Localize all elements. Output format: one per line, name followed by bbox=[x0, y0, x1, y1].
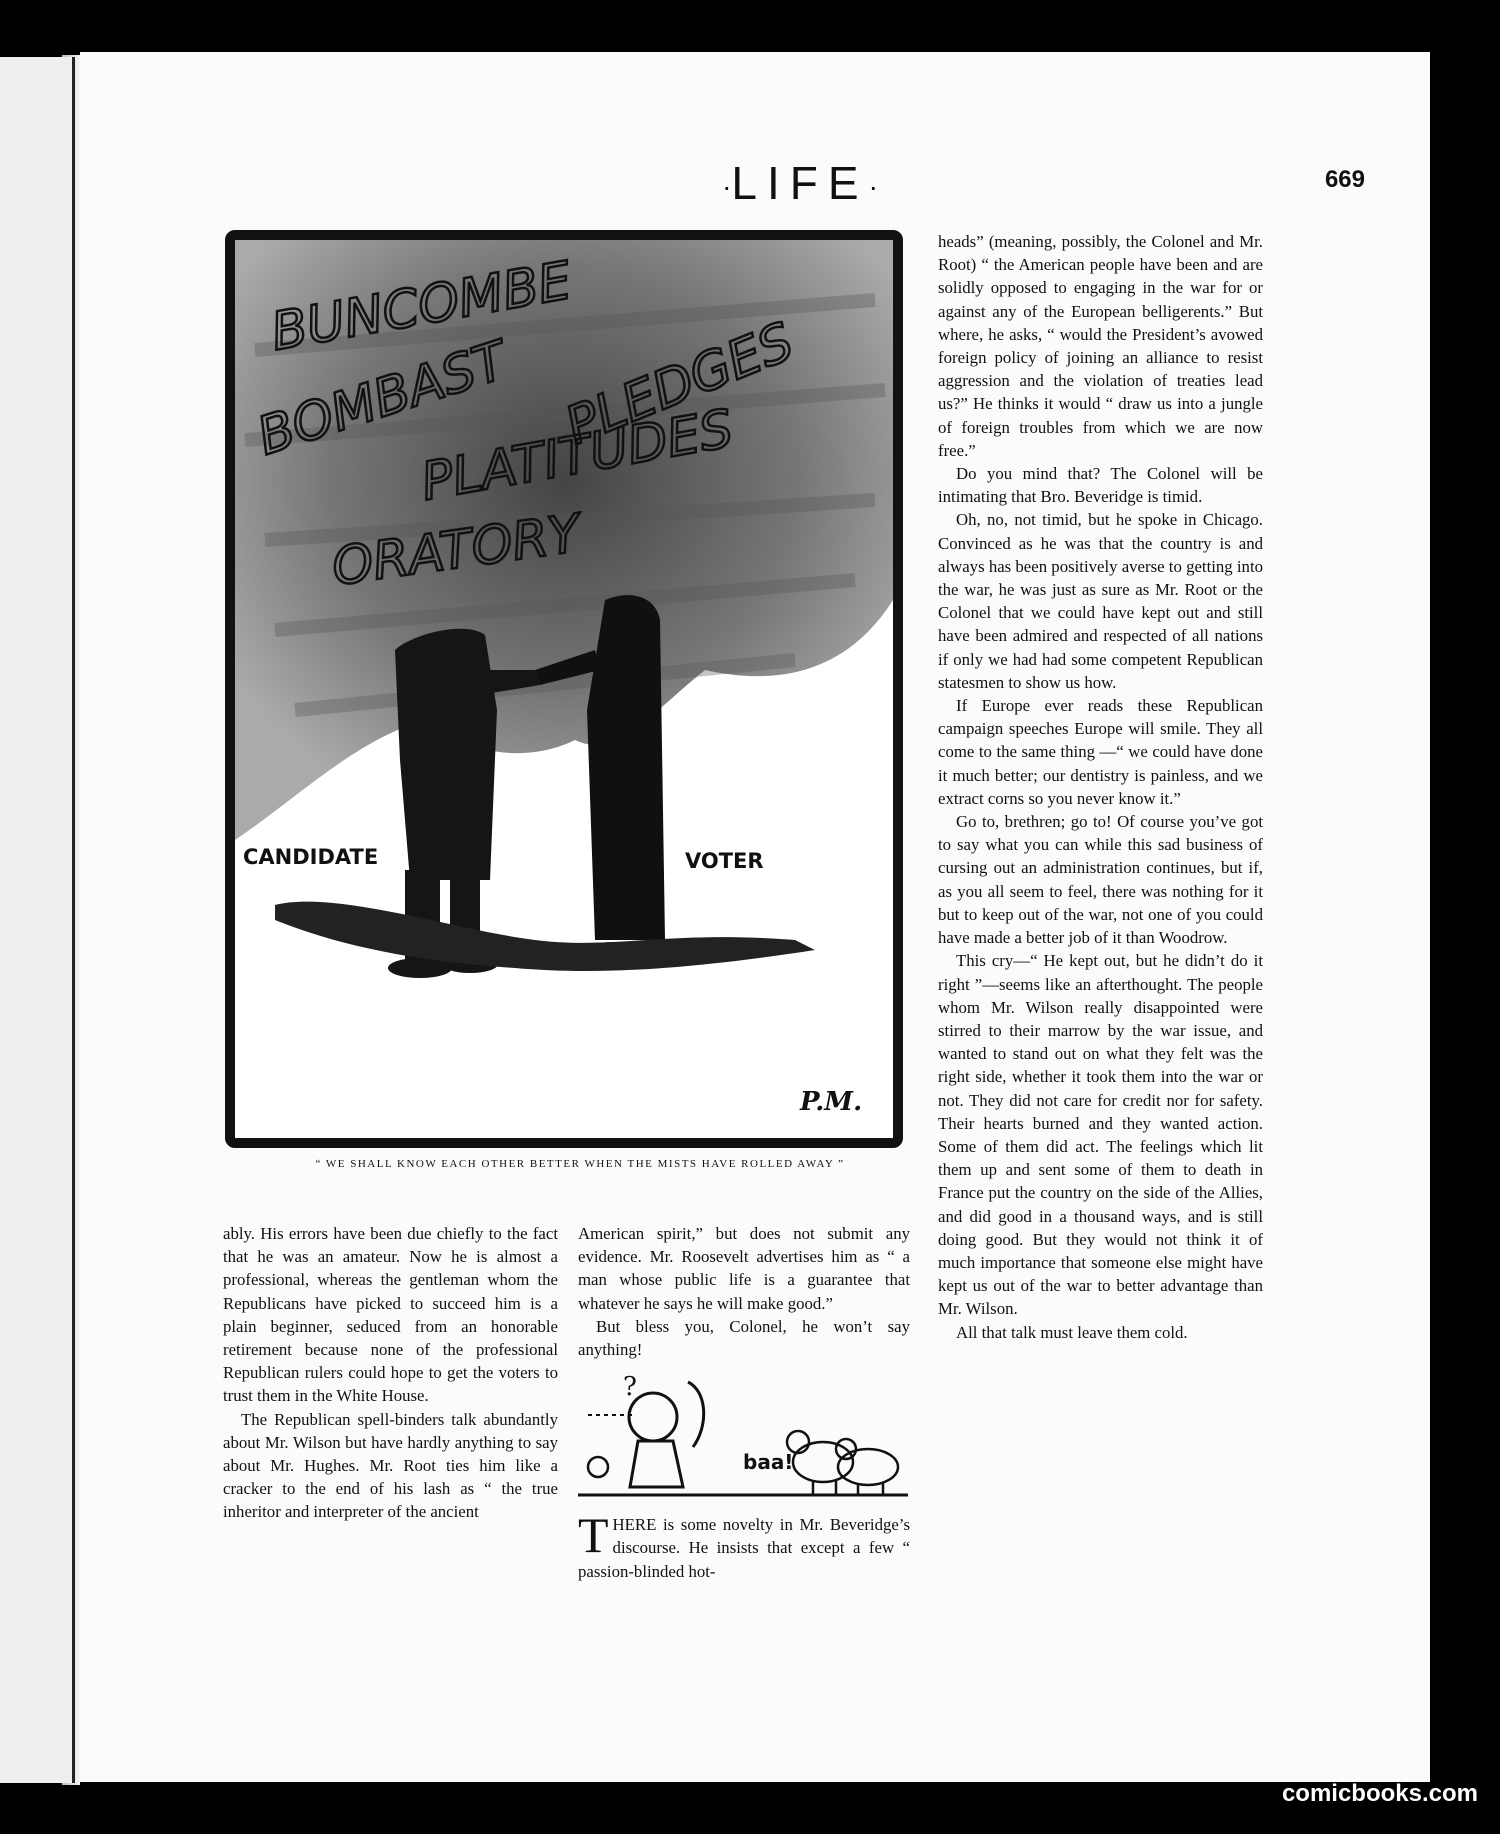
cartoon-caption: “ WE SHALL KNOW EACH OTHER BETTER WHEN THE MISTS HAVE ROLLED AWAY ” bbox=[315, 1158, 845, 1170]
cartoon-word-4: PLATITUDES bbox=[416, 399, 738, 513]
vignette-question-mark: ? bbox=[623, 1372, 637, 1403]
cartoon-word-3: PLEDGES bbox=[557, 311, 802, 458]
vignette-baa: baa! bbox=[743, 1450, 794, 1475]
magazine-page bbox=[80, 52, 1430, 1782]
page-number: 669 bbox=[1324, 166, 1365, 193]
site-watermark: comicbooks.com bbox=[1281, 1780, 1478, 1807]
orator-body bbox=[630, 1441, 683, 1487]
masthead-title: LIFE bbox=[731, 157, 869, 209]
masthead bbox=[640, 156, 960, 210]
cartoon-label-candidate: CANDIDATE bbox=[243, 845, 379, 869]
paragraph: This cry—“ He kept out, but he didn’t do it right ”—seems like an afterthought. The people whom Mr. Wilson really disappointed were stirred to their marrow by the war issue, and wanted to stand out on what they felt was the right side, whether it took them into the war or not. They did not care for credit nor for safety. Their hearts burned and they wanted action. Some of them did act. The feelings which lit them up and sent some of them to death in France put the country on the side of the Allies, and did good in a thousand ways, and is still doing good. But they would not think it of much importance that someone else might have kept us out of the war to better advantage than Mr. Wilson. bbox=[938, 951, 1263, 1319]
orator-head bbox=[629, 1393, 677, 1441]
paragraph: ably. His errors have been due chiefly to the fact that he was an amateur. Now he is almost a professional, whereas the gentleman whom the Republicans have picked to succeed him is a plain beginner, seduced from an honorable retirement because none of the professional Republican rulers could hope to get the voters to trust them in the White House. bbox=[223, 1224, 558, 1406]
text-column-1 bbox=[223, 1222, 558, 1524]
paragraph: Do you mind that? The Colonel will be intimating that Bro. Beveridge is timid. bbox=[938, 464, 1263, 507]
masthead-dot-left: · bbox=[722, 170, 732, 202]
sheep-vignette bbox=[578, 1367, 908, 1509]
cartoon-label-voter: VOTER bbox=[685, 849, 764, 873]
paragraph: But bless you, Colonel, he won’t say anything! bbox=[578, 1316, 910, 1360]
paragraph-with-dropcap bbox=[578, 1507, 910, 1583]
sheep-flock bbox=[787, 1431, 898, 1495]
cartoon-word-2: BOMBAST bbox=[250, 330, 514, 468]
cartoon-word-1: BUNCOMBE bbox=[266, 251, 576, 363]
masthead-dot-right: · bbox=[868, 170, 878, 202]
cartoon-illustration bbox=[235, 240, 893, 1138]
dropcap: T bbox=[578, 1507, 609, 1564]
paragraph-text: HERE is some novelty in Mr. Beveridge’s discourse. He insists that except a few “ passion-blinded hot- bbox=[578, 1515, 910, 1581]
paragraph: Go to, brethren; go to! Of course you’ve got to say what you can while this sad business of cursing out an administration continues, but if, as you all seem to feel, there was nothing for it but to keep out of the war, not one of you could have made a better job of it than Woodrow. bbox=[938, 812, 1263, 948]
text-column-3 bbox=[938, 230, 1263, 1344]
cartoon-signature: P.M. bbox=[800, 1087, 863, 1117]
text-column-2 bbox=[578, 1222, 910, 1583]
paragraph: If Europe ever reads these Republican campaign speeches Europe will smile. They all come to the same thing —“ we could have done it much better; our dentistry is painless, and we extract corns so you never know it.” bbox=[938, 696, 1263, 808]
paragraph: American spirit,” but does not submit any evidence. Mr. Roosevelt advertises him as “ a man whose public life is a guarantee that whatever he says he will make good.” bbox=[578, 1224, 910, 1313]
paragraph: All that talk must leave them cold. bbox=[956, 1322, 1188, 1342]
facing-page-edge bbox=[0, 57, 75, 1783]
chick bbox=[588, 1457, 608, 1477]
paragraph: Oh, no, not timid, but he spoke in Chicago. Convinced as he was that the country is and always has been positively averse to getting into the war, he was just as sure as Mr. Root or the Colonel that we could have kept out and still have been admired and respected of all nations if only we had had some competent Republican statesmen to show us how. bbox=[938, 510, 1263, 692]
editorial-cartoon bbox=[225, 230, 903, 1148]
cartoon-word-5: ORATORY bbox=[328, 503, 584, 598]
paragraph: heads” (meaning, possibly, the Colonel and Mr. Root) “ the American people have been and are solidly opposed to engaging in the war for or against any of the European belligerents.” But where, he asks, “ would the President’s avowed foreign policy of joining an alliance to resist aggression and the violation of treaties lead us?” He thinks it would “ draw us into a jungle of foreign troubles from which we are now free.” bbox=[938, 232, 1263, 460]
paragraph: The Republican spell-binders talk abundantly about Mr. Wilson but have hardly anything to say about Mr. Hughes. Mr. Root ties him like a cracker to the end of his lash as “ the true inheritor and interpreter of the ancient bbox=[223, 1409, 558, 1522]
